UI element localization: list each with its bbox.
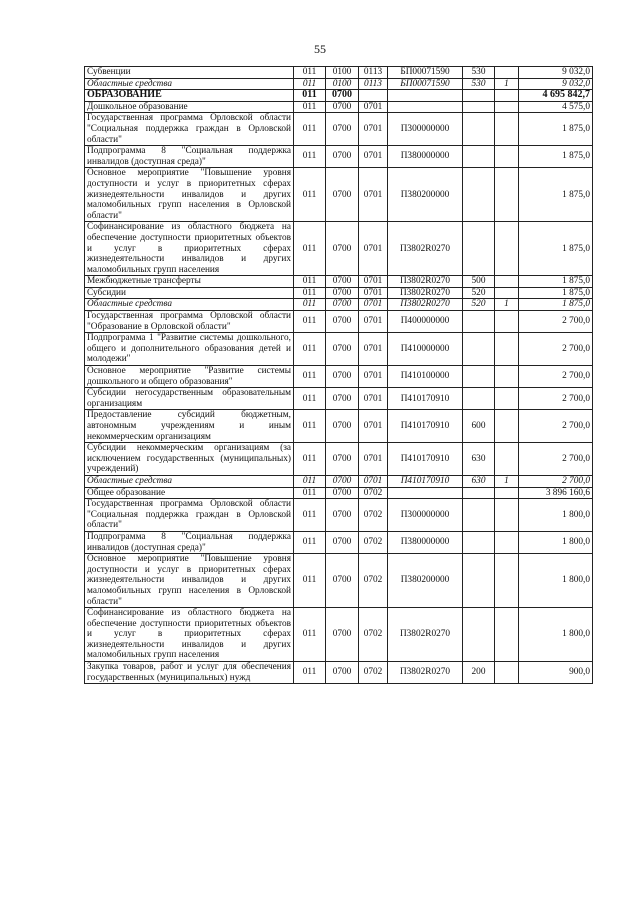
subsection-code-cell: 0701	[359, 222, 388, 276]
target-article-cell: П3802R0270	[388, 276, 463, 288]
row-name-cell: ОБРАЗОВАНИЕ	[85, 90, 294, 102]
ministry-code-cell: 011	[294, 67, 326, 79]
expense-type-cell: 500	[463, 276, 495, 288]
ministry-code-cell: 011	[294, 499, 326, 532]
funding-source-cell	[495, 276, 519, 288]
table-row	[85, 276, 593, 288]
row-name-cell: Областные средства	[85, 475, 294, 487]
expense-type-cell	[463, 531, 495, 553]
section-code-cell: 0100	[326, 78, 359, 90]
funding-source-cell	[495, 499, 519, 532]
funding-source-cell	[495, 287, 519, 299]
target-article-cell: П3802R0270	[388, 222, 463, 276]
section-code-cell: 0700	[326, 531, 359, 553]
target-article-cell: П410170910	[388, 388, 463, 410]
row-name-cell: Областные средства	[85, 299, 294, 311]
expense-type-cell: 630	[463, 475, 495, 487]
target-article-cell: П380000000	[388, 146, 463, 168]
subsection-code-cell: 0701	[359, 311, 388, 333]
ministry-code-cell: 011	[294, 311, 326, 333]
subsection-code-cell: 0701	[359, 168, 388, 222]
target-article-cell: П380200000	[388, 168, 463, 222]
target-article-cell: П410170910	[388, 475, 463, 487]
ministry-code-cell: 011	[294, 168, 326, 222]
amount-cell: 2 700,0	[519, 410, 593, 443]
expense-type-cell	[463, 113, 495, 146]
subsection-code-cell: 0701	[359, 443, 388, 476]
amount-cell: 2 700,0	[519, 366, 593, 388]
subsection-code-cell: 0701	[359, 146, 388, 168]
ministry-code-cell: 011	[294, 554, 326, 608]
row-name-cell: Предоставление субсидий бюджетным, автономным учреждениям и иным некоммерческим организациям	[85, 410, 294, 443]
table-row	[85, 608, 593, 662]
expense-type-cell: 530	[463, 78, 495, 90]
ministry-code-cell: 011	[294, 113, 326, 146]
funding-source-cell	[495, 222, 519, 276]
target-article-cell: П380200000	[388, 554, 463, 608]
funding-source-cell	[495, 113, 519, 146]
funding-source-cell	[495, 90, 519, 102]
funding-source-cell	[495, 311, 519, 333]
target-article-cell: БП00071590	[388, 78, 463, 90]
funding-source-cell	[495, 67, 519, 79]
section-code-cell: 0700	[326, 388, 359, 410]
section-code-cell: 0700	[326, 276, 359, 288]
row-name-cell: Основное мероприятие "Развитие системы дошкольного и общего образования"	[85, 366, 294, 388]
funding-source-cell	[495, 366, 519, 388]
expense-type-cell	[463, 168, 495, 222]
funding-source-cell	[495, 410, 519, 443]
ministry-code-cell: 011	[294, 78, 326, 90]
subsection-code-cell: 0701	[359, 388, 388, 410]
funding-source-cell	[495, 333, 519, 366]
section-code-cell: 0700	[326, 499, 359, 532]
table-row	[85, 67, 593, 79]
row-name-cell: Подпрограмма 8 "Социальная поддержка инвалидов (доступная среда)"	[85, 146, 294, 168]
ministry-code-cell: 011	[294, 388, 326, 410]
section-code-cell: 0700	[326, 287, 359, 299]
expense-type-cell	[463, 499, 495, 532]
amount-cell: 1 875,0	[519, 146, 593, 168]
row-name-cell: Софинансирование из областного бюджета на обеспечение доступности приоритетных объектов и услуг в приоритетных сферах жизнедеятельности инвалидов и других маломобильных групп населения	[85, 222, 294, 276]
subsection-code-cell: 0701	[359, 276, 388, 288]
ministry-code-cell: 011	[294, 531, 326, 553]
ministry-code-cell: 011	[294, 662, 326, 684]
subsection-code-cell: 0701	[359, 113, 388, 146]
amount-cell: 1 800,0	[519, 608, 593, 662]
target-article-cell: П3802R0270	[388, 608, 463, 662]
amount-cell: 2 700,0	[519, 388, 593, 410]
amount-cell: 1 800,0	[519, 499, 593, 532]
target-article-cell: П300000000	[388, 113, 463, 146]
expense-type-cell	[463, 388, 495, 410]
target-article-cell	[388, 487, 463, 499]
ministry-code-cell: 011	[294, 146, 326, 168]
subsection-code-cell	[359, 90, 388, 102]
row-name-cell: Субсидии некоммерческим организациям (за исключением государственных (муниципальных) учреждений)	[85, 443, 294, 476]
amount-cell: 4 575,0	[519, 101, 593, 113]
expense-type-cell	[463, 311, 495, 333]
section-code-cell: 0700	[326, 410, 359, 443]
target-article-cell: П380000000	[388, 531, 463, 553]
ministry-code-cell: 011	[294, 90, 326, 102]
subsection-code-cell: 0701	[359, 287, 388, 299]
funding-source-cell	[495, 101, 519, 113]
ministry-code-cell: 011	[294, 443, 326, 476]
expense-type-cell	[463, 146, 495, 168]
target-article-cell: П3802R0270	[388, 287, 463, 299]
ministry-code-cell: 011	[294, 287, 326, 299]
ministry-code-cell: 011	[294, 475, 326, 487]
row-name-cell: Субсидии негосударственным образовательным организациям	[85, 388, 294, 410]
section-code-cell: 0700	[326, 487, 359, 499]
expense-type-cell: 630	[463, 443, 495, 476]
amount-cell: 1 875,0	[519, 299, 593, 311]
subsection-code-cell: 0702	[359, 499, 388, 532]
row-name-cell: Основное мероприятие "Повышение уровня доступности и услуг в приоритетных сферах жизнедеятельности инвалидов и других маломобильных групп населения в Орловской области"	[85, 554, 294, 608]
table-row	[85, 554, 593, 608]
subsection-code-cell: 0702	[359, 608, 388, 662]
expense-type-cell	[463, 90, 495, 102]
table-row	[85, 90, 593, 102]
amount-cell: 4 695 842,7	[519, 90, 593, 102]
amount-cell: 2 700,0	[519, 443, 593, 476]
expense-type-cell	[463, 554, 495, 608]
section-code-cell: 0700	[326, 333, 359, 366]
subsection-code-cell: 0701	[359, 366, 388, 388]
subsection-code-cell: 0702	[359, 487, 388, 499]
target-article-cell	[388, 101, 463, 113]
amount-cell: 2 700,0	[519, 475, 593, 487]
section-code-cell: 0700	[326, 475, 359, 487]
funding-source-cell	[495, 388, 519, 410]
subsection-code-cell: 0702	[359, 554, 388, 608]
row-name-cell: Субвенции	[85, 67, 294, 79]
funding-source-cell	[495, 443, 519, 476]
section-code-cell: 0700	[326, 311, 359, 333]
expense-type-cell: 600	[463, 410, 495, 443]
row-name-cell: Закупка товаров, работ и услуг для обеспечения государственных (муниципальных) нужд	[85, 662, 294, 684]
subsection-code-cell: 0113	[359, 67, 388, 79]
amount-cell: 1 800,0	[519, 531, 593, 553]
page-number: 55	[314, 42, 326, 56]
amount-cell: 1 875,0	[519, 168, 593, 222]
amount-cell: 900,0	[519, 662, 593, 684]
section-code-cell: 0100	[326, 67, 359, 79]
funding-source-cell: 1	[495, 475, 519, 487]
funding-source-cell	[495, 168, 519, 222]
table-row	[85, 531, 593, 553]
section-code-cell: 0700	[326, 443, 359, 476]
funding-source-cell: 1	[495, 299, 519, 311]
amount-cell: 9 032,0	[519, 67, 593, 79]
section-code-cell: 0700	[326, 113, 359, 146]
subsection-code-cell: 0701	[359, 410, 388, 443]
expense-type-cell	[463, 608, 495, 662]
expense-type-cell	[463, 487, 495, 499]
subsection-code-cell: 0702	[359, 531, 388, 553]
section-code-cell: 0700	[326, 608, 359, 662]
subsection-code-cell: 0113	[359, 78, 388, 90]
row-name-cell: Межбюджетные трансферты	[85, 276, 294, 288]
table-body	[85, 67, 593, 684]
expense-type-cell	[463, 101, 495, 113]
expense-type-cell: 200	[463, 662, 495, 684]
target-article-cell: П3802R0270	[388, 662, 463, 684]
target-article-cell: П400000000	[388, 311, 463, 333]
row-name-cell: Субсидии	[85, 287, 294, 299]
amount-cell: 2 700,0	[519, 333, 593, 366]
funding-source-cell	[495, 554, 519, 608]
subsection-code-cell: 0701	[359, 475, 388, 487]
ministry-code-cell: 011	[294, 101, 326, 113]
subsection-code-cell: 0701	[359, 299, 388, 311]
table-row	[85, 146, 593, 168]
amount-cell: 3 896 160,6	[519, 487, 593, 499]
table-row	[85, 410, 593, 443]
table-row	[85, 113, 593, 146]
expense-type-cell: 530	[463, 67, 495, 79]
amount-cell: 1 875,0	[519, 113, 593, 146]
subsection-code-cell: 0701	[359, 333, 388, 366]
expense-type-cell: 520	[463, 287, 495, 299]
table-row	[85, 366, 593, 388]
budget-table	[84, 66, 593, 684]
section-code-cell: 0700	[326, 168, 359, 222]
amount-cell: 1 875,0	[519, 222, 593, 276]
row-name-cell: Дошкольное образование	[85, 101, 294, 113]
row-name-cell: Подпрограмма 1 "Развитие системы дошкольного, общего и дополнительного образования детей и молодежи"	[85, 333, 294, 366]
expense-type-cell	[463, 222, 495, 276]
table-row	[85, 662, 593, 684]
section-code-cell: 0700	[326, 366, 359, 388]
table-row	[85, 388, 593, 410]
ministry-code-cell: 011	[294, 222, 326, 276]
funding-source-cell	[495, 531, 519, 553]
amount-cell: 1 875,0	[519, 276, 593, 288]
row-name-cell: Государственная программа Орловской области "Социальная поддержка граждан в Орловской области"	[85, 499, 294, 532]
target-article-cell	[388, 90, 463, 102]
table-row	[85, 299, 593, 311]
row-name-cell: Государственная программа Орловской области "Образование в Орловской области"	[85, 311, 294, 333]
ministry-code-cell: 011	[294, 487, 326, 499]
ministry-code-cell: 011	[294, 608, 326, 662]
section-code-cell: 0700	[326, 299, 359, 311]
ministry-code-cell: 011	[294, 333, 326, 366]
section-code-cell: 0700	[326, 101, 359, 113]
table-row	[85, 499, 593, 532]
table-row	[85, 487, 593, 499]
subsection-code-cell: 0701	[359, 101, 388, 113]
target-article-cell: П3802R0270	[388, 299, 463, 311]
table-row	[85, 168, 593, 222]
ministry-code-cell: 011	[294, 299, 326, 311]
table-row	[85, 101, 593, 113]
table-row	[85, 311, 593, 333]
row-name-cell: Общее образование	[85, 487, 294, 499]
target-article-cell: П410100000	[388, 366, 463, 388]
section-code-cell: 0700	[326, 662, 359, 684]
section-code-cell: 0700	[326, 222, 359, 276]
subsection-code-cell: 0702	[359, 662, 388, 684]
row-name-cell: Основное мероприятие "Повышение уровня доступности и услуг в приоритетных сферах жизнедеятельности инвалидов и других маломобильных групп населения в Орловской области"	[85, 168, 294, 222]
funding-source-cell: 1	[495, 78, 519, 90]
target-article-cell: П300000000	[388, 499, 463, 532]
table-row	[85, 333, 593, 366]
section-code-cell: 0700	[326, 90, 359, 102]
amount-cell: 9 032,0	[519, 78, 593, 90]
section-code-cell: 0700	[326, 554, 359, 608]
row-name-cell: Софинансирование из областного бюджета на обеспечение доступности приоритетных объектов и услуг в приоритетных сферах жизнедеятельности инвалидов и других маломобильных групп населения	[85, 608, 294, 662]
funding-source-cell	[495, 487, 519, 499]
table-row	[85, 287, 593, 299]
target-article-cell: П410170910	[388, 443, 463, 476]
funding-source-cell	[495, 146, 519, 168]
ministry-code-cell: 011	[294, 410, 326, 443]
row-name-cell: Подпрограмма 8 "Социальная поддержка инвалидов (доступная среда)"	[85, 531, 294, 553]
amount-cell: 1 800,0	[519, 554, 593, 608]
row-name-cell: Областные средства	[85, 78, 294, 90]
funding-source-cell	[495, 608, 519, 662]
expense-type-cell	[463, 366, 495, 388]
target-article-cell: П410170910	[388, 410, 463, 443]
table-row	[85, 222, 593, 276]
expense-type-cell: 520	[463, 299, 495, 311]
expense-type-cell	[463, 333, 495, 366]
ministry-code-cell: 011	[294, 276, 326, 288]
amount-cell: 2 700,0	[519, 311, 593, 333]
table-row	[85, 475, 593, 487]
row-name-cell: Государственная программа Орловской области "Социальная поддержка граждан в Орловской области"	[85, 113, 294, 146]
table-row	[85, 443, 593, 476]
funding-source-cell	[495, 662, 519, 684]
amount-cell: 1 875,0	[519, 287, 593, 299]
table-row	[85, 78, 593, 90]
target-article-cell: П410000000	[388, 333, 463, 366]
target-article-cell: БП00071590	[388, 67, 463, 79]
section-code-cell: 0700	[326, 146, 359, 168]
ministry-code-cell: 011	[294, 366, 326, 388]
